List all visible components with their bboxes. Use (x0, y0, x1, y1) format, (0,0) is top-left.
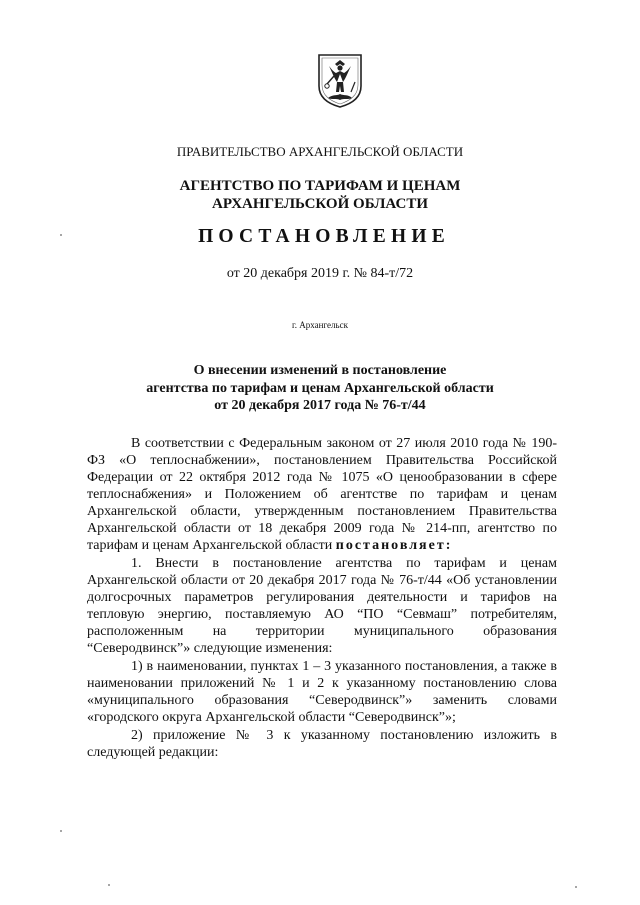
document-city: г. Архангельск (292, 320, 348, 330)
agency-title-line1: АГЕНТСТВО ПО ТАРИФАМ И ЦЕНАМ (179, 178, 461, 194)
agency-title-line2: АРХАНГЕЛЬСКОЙ ОБЛАСТИ (212, 196, 428, 212)
coat-of-arms-emblem (315, 52, 365, 108)
document-subject (0, 362, 640, 415)
scan-speck (575, 886, 577, 888)
scan-speck (108, 884, 110, 886)
document-date-number: от 20 декабря 2019 г. № 84-т/72 (226, 266, 414, 281)
document-type-heading: ПОСТАНОВЛЕНИЕ (198, 226, 450, 247)
item-1-2-paragraph: 2) приложение № 3 к указанному постановлению изложить в следующей редакции: (87, 728, 557, 760)
scan-speck (60, 234, 62, 236)
subject-line2: агентства по тарифам и ценам Архангельской области (146, 380, 494, 396)
preamble-paragraph (87, 435, 557, 554)
subject-line1: О внесении изменений в постановление (193, 363, 447, 378)
scan-speck (60, 830, 62, 832)
government-title: ПРАВИТЕЛЬСТВО АРХАНГЕЛЬСКОЙ ОБЛАСТИ (176, 144, 464, 159)
agency-title (0, 177, 640, 213)
item-1-1-paragraph: 1) в наименовании, пунктах 1 – 3 указанного постановления, а также в наименовании приложений № 1 и 2 к указанному постановлению слова «муниципального образования “Северодвинск”» заменить словами «городского округа Архангельской области “Северодвинск”»; (87, 659, 557, 725)
document-body (87, 435, 557, 762)
item-1-paragraph: 1. Внести в постановление агентства по тарифам и ценам Архангельской области от 20 декабря 2017 года № 76-т/44 «Об установлении долгосрочных параметров регулирования деятельности и тарифов на тепловую энергию, поставляемую АО “ПО “Севмаш” потребителям, расположенным на территории муниципального образования “Северодвинск”» следующие изменения: (87, 556, 557, 656)
preamble-text: В соответствии с Федеральным законом от 27 июля 2010 года № 190-ФЗ «О теплоснабжении», постановлением Правительства Российской Федерации от 22 октября 2012 года № 1075 «О ценообразовании в сфере теплоснабжения» и Положением об агентстве по тарифам и ценам Архангельской области, утвержденным постановлением Правительства Архангельской области от 18 декабря 2009 года № 214-пп, агентство по тарифам и ценам Архангельской области (87, 436, 557, 553)
resolves-word: постановляет: (335, 538, 453, 553)
subject-line3: от 20 декабря 2017 года № 76-т/44 (214, 398, 426, 413)
